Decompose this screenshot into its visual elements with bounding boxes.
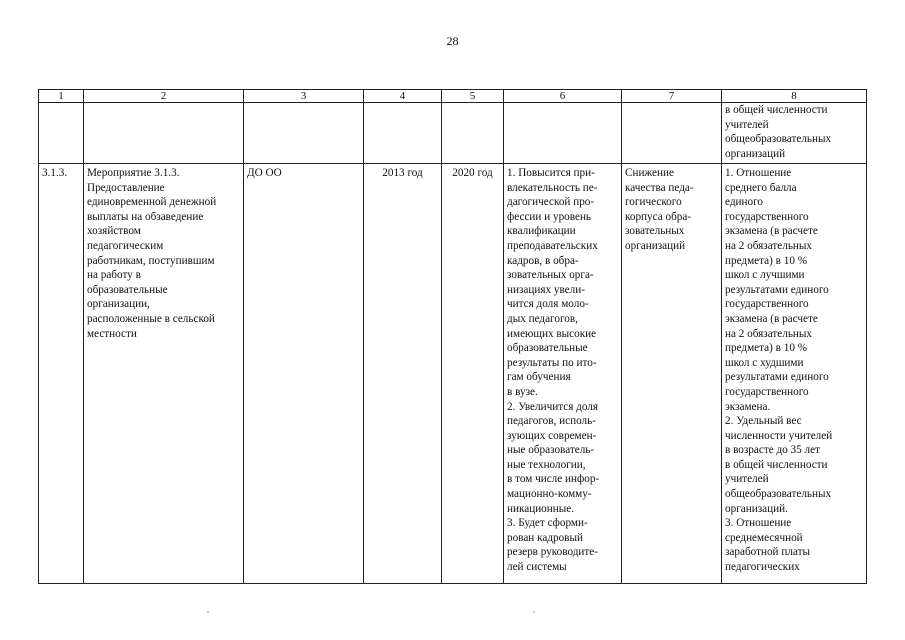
indicators-cell: 1. Отношение среднего балла единого государственного экзамена (в расчете на 2 обязательных предмета) в 10 % школ с лучшими результатами единого государственного экзамена (в расчете на 2 обязательных предмета) в 10 % школ с худшими результатами единого государственного экзамена. 2. Удельный вес численности учителей в возрасте до 35 лет в общей численности учителей общеобразовательных организаций. 3. Отношение среднемесячной заработной платы педагогических bbox=[722, 164, 867, 584]
activity-description-cell: Мероприятие 3.1.3. Предоставление единовременной денежной выплаты на обзаведение хозяйством педагогическим работникам, поступившим на работу в образовательные организации, расположенные в сельской местности bbox=[84, 164, 244, 584]
header-cell: 7 bbox=[622, 90, 722, 103]
header-cell: 3 bbox=[244, 90, 364, 103]
continuation-row bbox=[39, 103, 867, 164]
empty-cell bbox=[504, 103, 622, 164]
executor-cell: ДО ОО bbox=[244, 164, 364, 584]
empty-cell bbox=[622, 103, 722, 164]
header-cell: 1 bbox=[39, 90, 84, 103]
indicators-continuation-cell: в общей численности учителей общеобразовательных организаций bbox=[722, 103, 867, 164]
header-cell: 5 bbox=[442, 90, 504, 103]
empty-cell bbox=[442, 103, 504, 164]
empty-cell bbox=[244, 103, 364, 164]
header-row bbox=[39, 90, 867, 103]
scan-speck bbox=[533, 611, 535, 613]
end-year-cell: 2020 год bbox=[442, 164, 504, 584]
activity-number-cell: 3.1.3. bbox=[39, 164, 84, 584]
program-table bbox=[38, 89, 867, 584]
header-cell: 6 bbox=[504, 90, 622, 103]
header-cell: 4 bbox=[364, 90, 442, 103]
empty-cell bbox=[84, 103, 244, 164]
empty-cell bbox=[364, 103, 442, 164]
activity-row bbox=[39, 164, 867, 584]
header-cell: 2 bbox=[84, 90, 244, 103]
expected-results-cell: 1. Повысится при- влекательность пе- дагогической про- фессии и уровень квалификации преподавательских кадров, в обра- зовательных орга- низациях увели- чится доля моло- дых педагогов, имеющих высокие образовательные результаты по ито- гам обучения в вузе. 2. Увеличится доля педагогов, исполь- зующих современ- ные образователь- ные технологии, в том числе инфор- мационно-комму- никационные. 3. Будет сформи- рован кадровый резерв руководите- лей системы bbox=[504, 164, 622, 584]
empty-cell bbox=[39, 103, 84, 164]
start-year-cell: 2013 год bbox=[364, 164, 442, 584]
page-number: 28 bbox=[446, 34, 459, 48]
consequences-cell: Снижение качества педа- гогического корпуса обра- зовательных организаций bbox=[622, 164, 722, 584]
header-cell: 8 bbox=[722, 90, 867, 103]
scan-speck bbox=[207, 611, 209, 613]
